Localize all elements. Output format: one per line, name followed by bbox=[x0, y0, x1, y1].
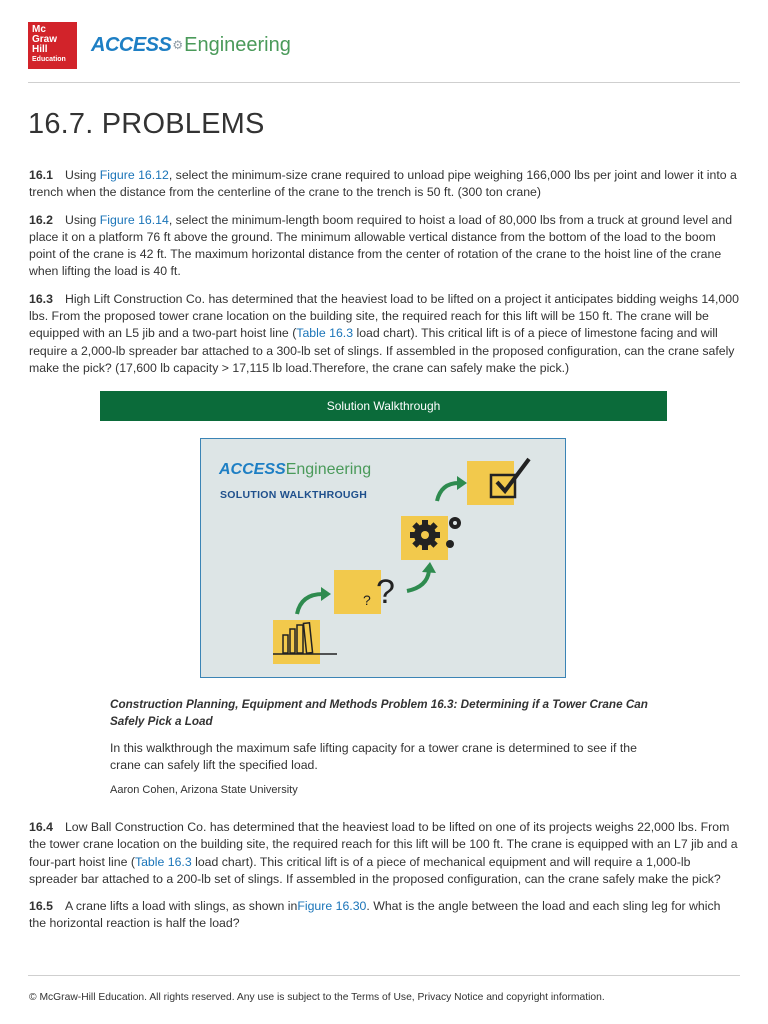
figure-link[interactable]: Figure 16.30 bbox=[297, 899, 367, 914]
header-divider bbox=[28, 82, 740, 83]
problem-16-5: 16.5 A crane lifts a load with slings, as shown inFigure 16.30. What is the angle between the load and each sling leg for which the horizontal reaction is half the load? bbox=[29, 899, 721, 931]
mcgraw-hill-logo[interactable]: Mc Graw Hill Education bbox=[28, 22, 77, 69]
figure-link[interactable]: Figure 16.14 bbox=[99, 212, 169, 227]
copyright-footer: © McGraw-Hill Education. All rights reserved. Any use is subject to the Terms of Use, Privacy Notice and copyright information. bbox=[29, 992, 605, 1003]
thumbnail-logo: ACCESSEngineering bbox=[219, 461, 372, 478]
problem-16-1: 16.1 Using Figure 16.12, select the minimum-size crane required to unload pipe weighing 166,000 lbs per joint and lower it into a trench when the distance from the centerline of the crane to the trench is 50 ft. (300 ton crane) bbox=[29, 168, 737, 200]
question-icon: ? bbox=[376, 573, 395, 611]
tile-question bbox=[334, 570, 381, 614]
footer-divider bbox=[28, 975, 740, 976]
video-author: Aaron Cohen, Arizona State University bbox=[110, 784, 298, 796]
header bbox=[28, 20, 291, 70]
problems-list-a bbox=[29, 167, 739, 387]
figure-link[interactable]: Figure 16.12 bbox=[99, 168, 169, 182]
arrow-icon bbox=[437, 483, 459, 501]
walkthrough-illustration bbox=[201, 439, 566, 678]
arrow-icon bbox=[407, 571, 429, 591]
access-engineering-logo[interactable]: ACCESS ⚙ Engineering bbox=[91, 33, 291, 56]
svg-text:?: ? bbox=[363, 592, 371, 608]
problem-16-4: 16.4 Low Ball Construction Co. has determined that the heaviest load to be lifted on one of its projects weighs 22,000 lbs. From the tower crane location on the building site, the required reach for this lift will be 100 ft. The crane is equipped with an L7 jib and a four-part hoist line (Table 16.3 load chart). This critical lift is of a piece of mechanical equipment and will require a 1,000-lb spreader bar attached to a 200-lb set of slings. If assembled in the proposed configuration, can the crane safely make the pick? bbox=[29, 820, 738, 886]
solution-walkthrough-button[interactable]: Solution Walkthrough bbox=[100, 391, 667, 421]
table-link[interactable]: Table 16.3 bbox=[134, 854, 192, 869]
page-title: 16.7. PROBLEMS bbox=[28, 108, 265, 140]
table-link[interactable]: Table 16.3 bbox=[296, 326, 354, 341]
thumbnail-subtitle: SOLUTION WALKTHROUGH bbox=[220, 489, 368, 501]
arrow-icon bbox=[297, 594, 323, 614]
problems-list-b bbox=[29, 819, 739, 943]
problem-16-3: 16.3 High Lift Construction Co. has determined that the heaviest load to be lifted on a project it anticipates bidding weighs 14,000 lbs. From the proposed tower crane location on the building site, the required reach for this lift will be 150 ft. The crane will be equipped with an L5 jib and a two-part hoist line (Table 16.3 load chart). This critical lift is of a piece of limestone facing and will require a 2,000-lb spreader bar attached to a 300-lb set of slings. If assembled in the proposed configuration, can the crane safely make the pick? (17,600 lb capacity > 17,115 lb load.Therefore, the crane can safely make the pick.) bbox=[29, 291, 739, 375]
video-caption-description: In this walkthrough the maximum safe lifting capacity for a tower crane is determined to see if the crane can safely lift the specified load. bbox=[110, 741, 637, 773]
gear-icon: ⚙ bbox=[172, 38, 184, 52]
problem-16-2: 16.2 Using Figure 16.14, select the minimum-length boom required to hoist a load of 80,000 lbs from a truck at ground level and place it on a platform 76 ft above the ground. The minimum allowable vertical distance from the bottom of the load to the boom point of the crane is 42 ft. The maximum horizontal distance from the center of rotation of the crane to the hoist line of the crane when lifting the load is 40 ft. bbox=[29, 212, 733, 279]
video-thumbnail[interactable] bbox=[200, 438, 566, 678]
video-caption-title: Construction Planning, Equipment and Methods Problem 16.3: Determining if a Tower Crane Can Safely Pick a Load bbox=[110, 698, 648, 728]
